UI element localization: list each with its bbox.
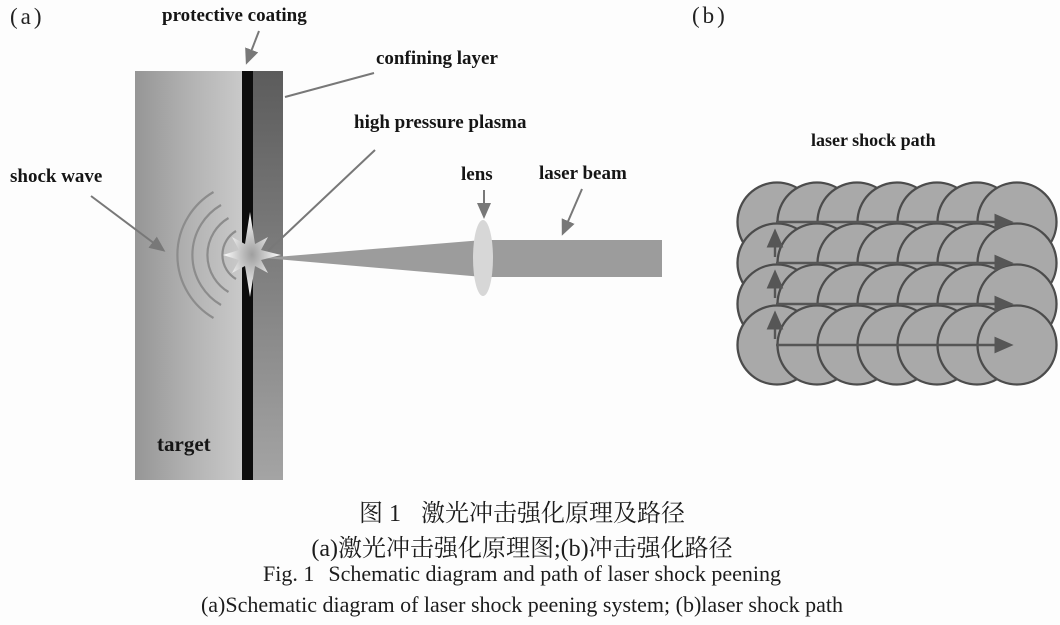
caption-en-line2	[2, 592, 1042, 618]
caption-en-subtitle: (a)Schematic diagram of laser shock peening system; (b)laser shock path	[200, 592, 844, 617]
protective-coating-label: protective coating	[162, 5, 307, 26]
plasma-pointer	[268, 150, 375, 251]
caption-en-line1	[2, 561, 1042, 587]
confining-layer-stripe	[253, 71, 283, 480]
caption-zh-subtitle: (a)激光冲击强化原理图;(b)冲击强化路径	[311, 536, 733, 562]
caption-zh-line2	[2, 528, 1042, 563]
caption-zh-title: 激光冲击强化原理及路径	[421, 501, 685, 527]
panel-a-tag: (a)	[10, 4, 45, 29]
focused-beam	[264, 240, 483, 277]
confining-layer-pointer	[285, 73, 374, 97]
lens-shape	[473, 220, 493, 296]
confining-layer-label: confining layer	[376, 48, 498, 69]
caption-zh-line1	[2, 493, 1042, 528]
caption-en-figno: Fig. 1	[262, 561, 315, 586]
laser-shock-path-label: laser shock path	[811, 130, 936, 150]
protective-coating-pointer	[247, 31, 259, 62]
high-pressure-plasma-label: high pressure plasma	[354, 112, 527, 133]
target-bar	[135, 71, 242, 480]
lens-label: lens	[461, 164, 493, 185]
laser-beam-rect	[483, 240, 662, 277]
caption-gap	[314, 561, 328, 587]
caption-gap	[401, 493, 421, 528]
laser-beam-label: laser beam	[539, 163, 627, 184]
shock-spot-grid	[738, 183, 1057, 385]
panel-b-tag: (b)	[692, 3, 728, 28]
shock-wave-label: shock wave	[10, 166, 103, 187]
laser-beam-pointer	[563, 189, 582, 233]
caption-en-title: Schematic diagram and path of laser shock peening	[328, 561, 782, 586]
caption-zh-figno: 图 1	[359, 501, 401, 527]
target-label: target	[157, 432, 211, 456]
